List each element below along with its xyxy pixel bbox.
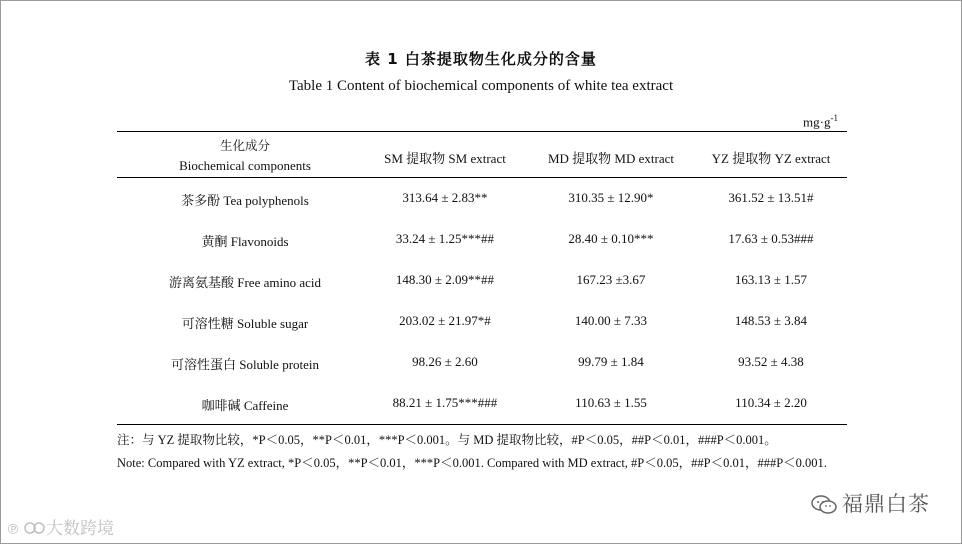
table-row bbox=[117, 313, 847, 333]
header-component bbox=[165, 136, 325, 176]
note-cn: 注：与 YZ 提取物比较，*P＜0.05，**P＜0.01，***P＜0.001。与 MD 提取物比较，#P＜0.05，##P＜0.01，###P＜0.001。 bbox=[117, 433, 777, 447]
wechat-icon bbox=[810, 494, 838, 516]
header-component-en: Biochemical components bbox=[179, 158, 311, 173]
table-title-en: Table 1 Content of biochemical components of white tea extract bbox=[288, 78, 674, 94]
table-row bbox=[117, 231, 847, 251]
row-sm: 313.64 ± 2.83** bbox=[402, 190, 488, 205]
table-title-cn: 表 1 白茶提取物生化成分的含量 bbox=[365, 50, 597, 68]
row-name: 咖啡碱 Caffeine bbox=[201, 398, 289, 413]
row-sm: 148.30 ± 2.09**## bbox=[395, 272, 495, 287]
row-name: 游离氨基酸 Free amino acid bbox=[169, 275, 321, 290]
row-name: 可溶性蛋白 Soluble protein bbox=[170, 357, 320, 372]
row-md: 310.35 ± 12.90* bbox=[568, 190, 654, 205]
row-sm: 33.24 ± 1.25***## bbox=[395, 231, 495, 246]
header-rule bbox=[117, 177, 847, 178]
row-sm: 88.21 ± 1.75***### bbox=[392, 395, 498, 410]
row-md: 167.23 ±3.67 bbox=[576, 272, 646, 287]
table-row bbox=[117, 354, 847, 374]
row-yz: 110.34 ± 2.20 bbox=[735, 395, 807, 410]
logo-icon bbox=[6, 520, 46, 538]
note-en: Note: Compared with YZ extract, *P＜0.05，**P＜0.01，***P＜0.001. Compared with MD extract, #P＜0.05，##P＜0.01，###P＜0.001. bbox=[117, 456, 827, 470]
header-sm: SM 提取物 SM extract bbox=[384, 151, 506, 166]
table-row bbox=[117, 272, 847, 292]
row-yz: 163.13 ± 1.57 bbox=[734, 272, 808, 287]
row-name: 可溶性糖 Soluble sugar bbox=[181, 316, 309, 331]
table-row bbox=[117, 190, 847, 210]
top-rule bbox=[117, 131, 847, 132]
header-component-cn: 生化成分 bbox=[219, 138, 270, 153]
row-sm: 98.26 ± 2.60 bbox=[412, 354, 478, 369]
row-md: 28.40 ± 0.10*** bbox=[568, 231, 654, 246]
watermark-left-text: 大数跨境 bbox=[46, 519, 114, 539]
unit-label: $mg\cdot g^{-1}$ bbox=[803, 113, 838, 130]
header-md: MD 提取物 MD extract bbox=[547, 151, 674, 166]
row-name: 黄酮 Flavonoids bbox=[201, 234, 289, 249]
row-md: 140.00 ± 7.33 bbox=[574, 313, 648, 328]
row-yz: 93.52 ± 4.38 bbox=[738, 354, 804, 369]
row-yz: 17.63 ± 0.53### bbox=[728, 231, 814, 246]
watermark-right-text: 福鼎白茶 bbox=[842, 492, 930, 516]
row-sm: 203.02 ± 21.97*# bbox=[399, 313, 491, 328]
bottom-rule bbox=[117, 424, 847, 425]
watermark-left bbox=[6, 514, 114, 539]
row-name: 茶多酚 Tea polyphenols bbox=[181, 193, 309, 208]
table-row bbox=[117, 395, 847, 415]
row-yz: 361.52 ± 13.51# bbox=[728, 190, 814, 205]
watermark-right bbox=[810, 488, 930, 518]
row-yz: 148.53 ± 3.84 bbox=[734, 313, 808, 328]
svg-text:℗: ℗ bbox=[6, 522, 20, 538]
row-md: 110.63 ± 1.55 bbox=[575, 395, 647, 410]
header-yz: YZ 提取物 YZ extract bbox=[711, 151, 831, 166]
row-md: 99.79 ± 1.84 bbox=[578, 354, 644, 369]
